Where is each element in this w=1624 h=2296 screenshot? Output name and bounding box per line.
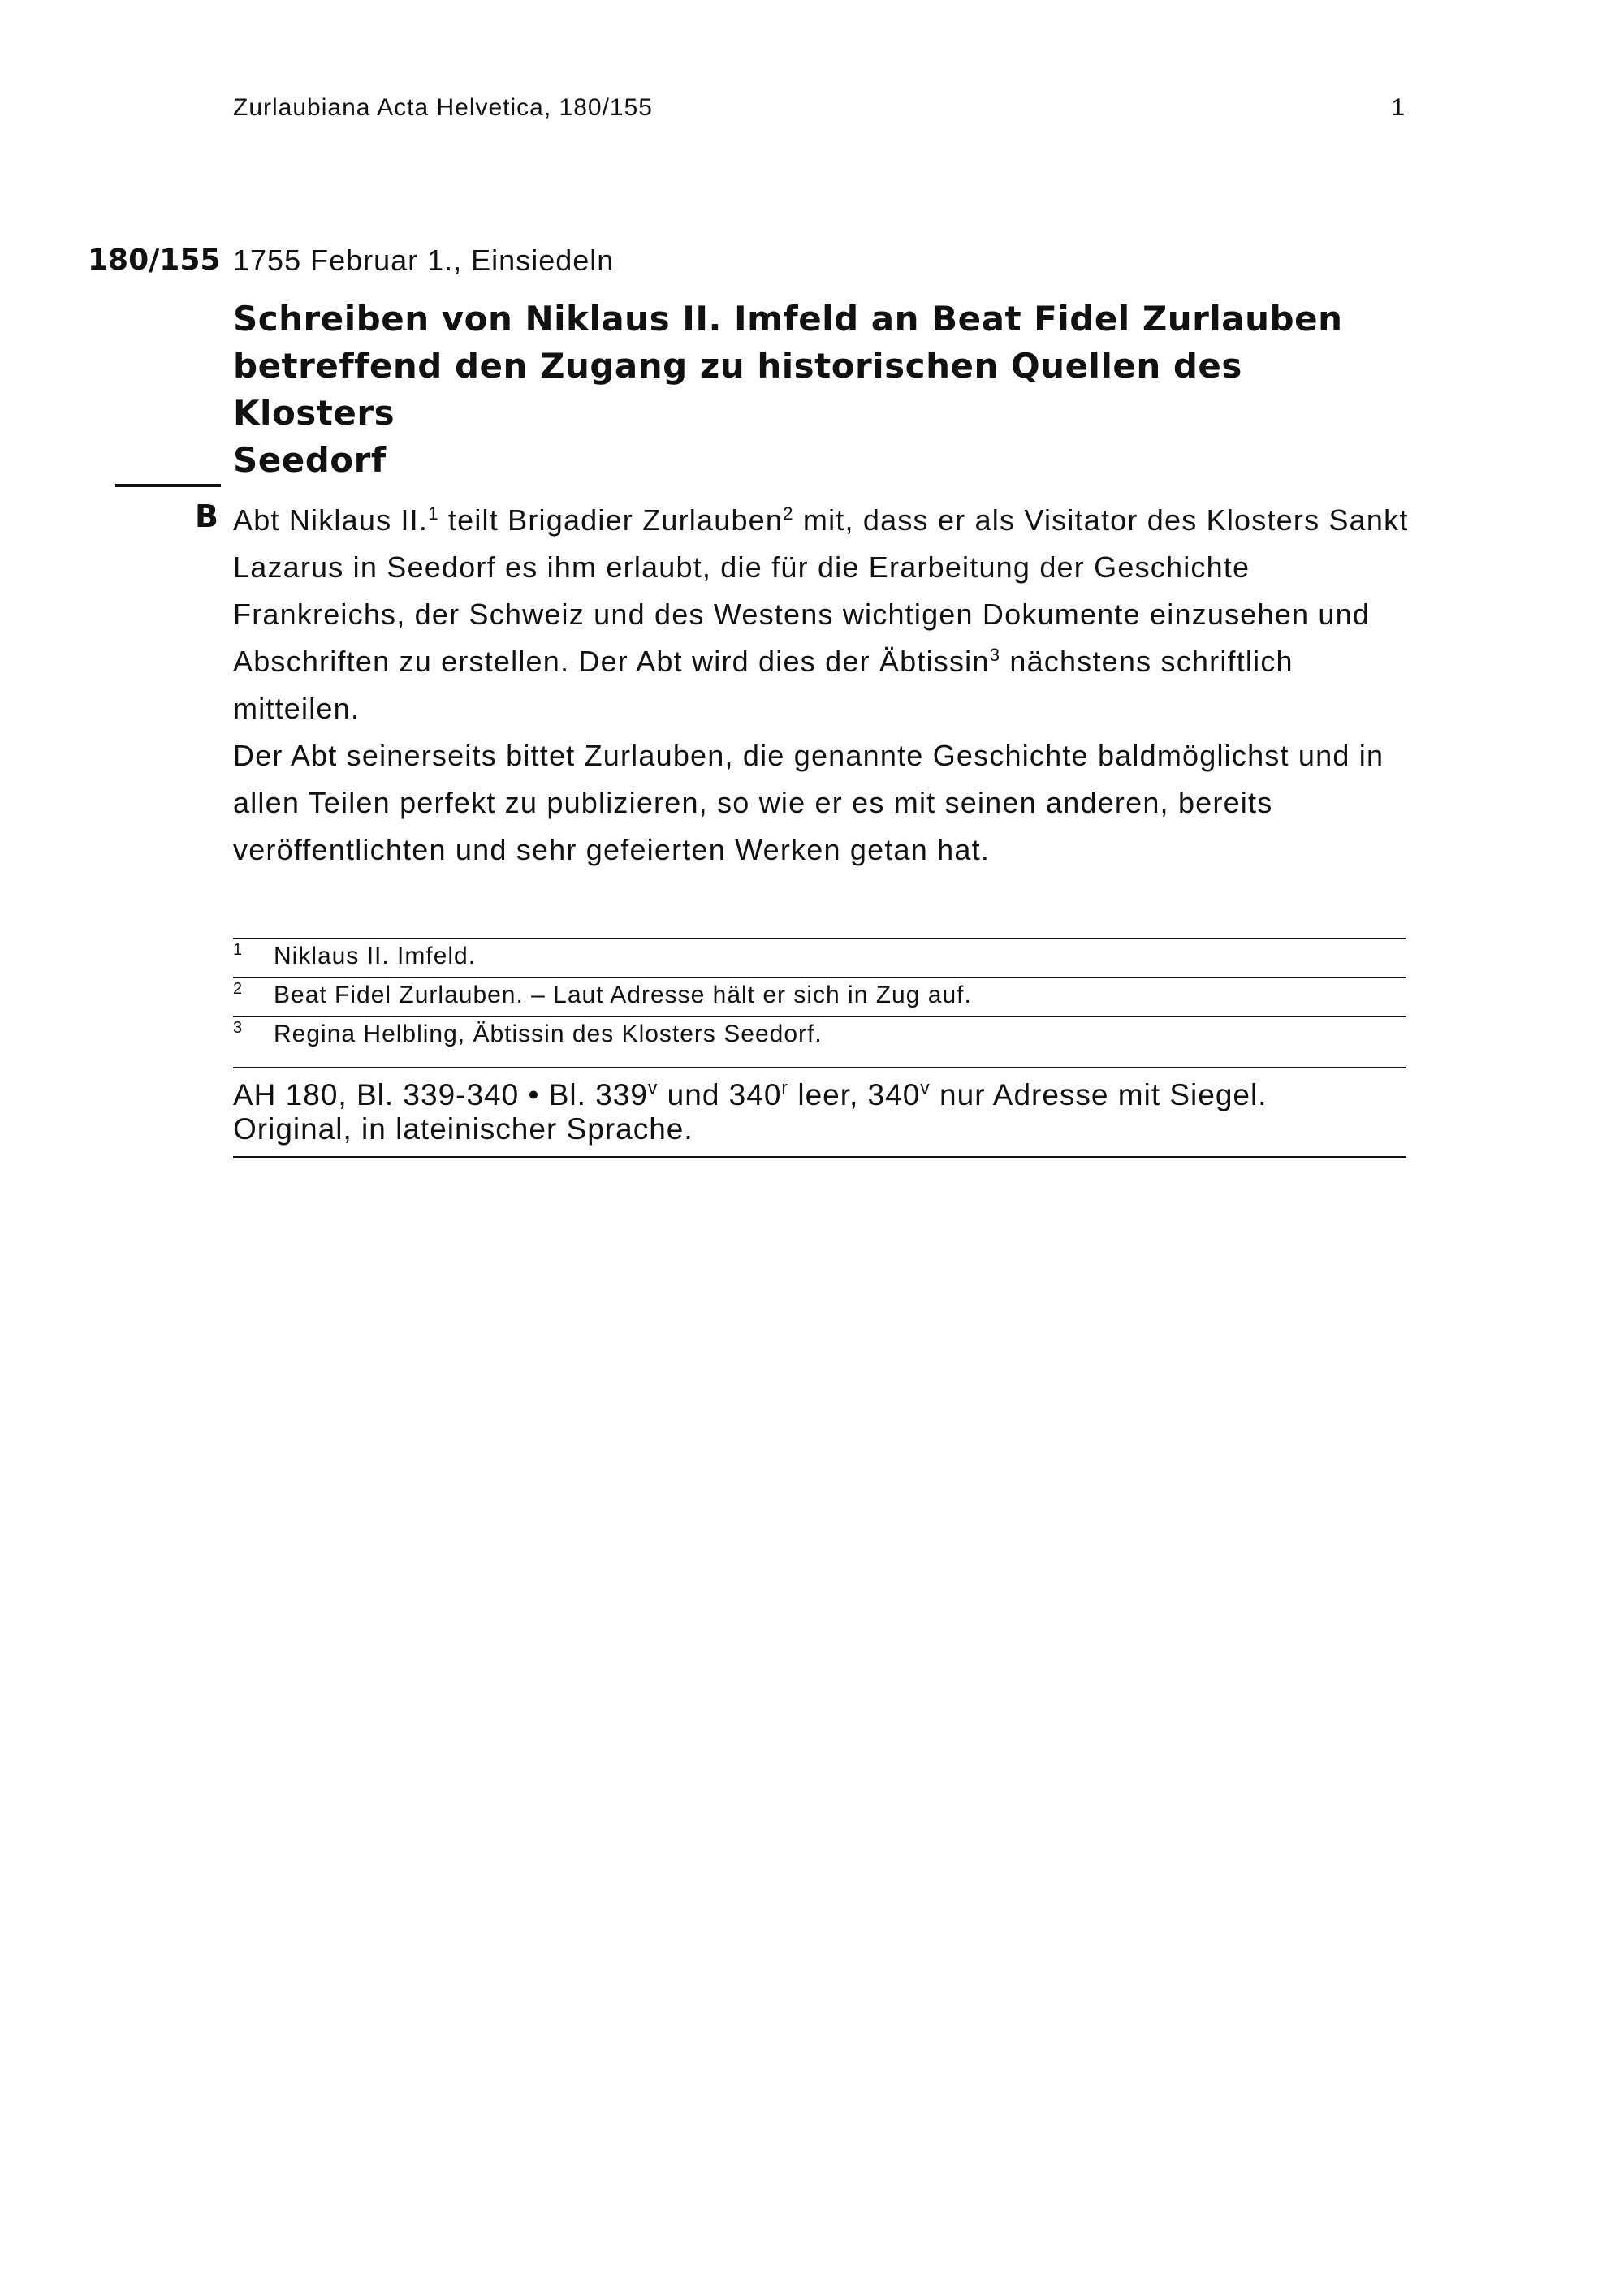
- source-text-run: AH 180, Bl. 339-340 • Bl. 339: [233, 1078, 648, 1111]
- title-line: Schreiben von Niklaus II. Imfeld an Beat Fidel Zurlauben: [233, 299, 1343, 339]
- footnote-text: Beat Fidel Zurlauben. – Laut Adresse hält er sich in Zug auf.: [274, 982, 972, 1008]
- title-line: Seedorf: [233, 440, 387, 480]
- summary-text: [233, 497, 1419, 874]
- summary-paragraph-1: [233, 497, 1419, 732]
- summary-paragraph-2: Der Abt seinerseits bittet Zurlauben, die genannte Geschichte baldmöglichst und in allen Teilen perfekt zu publizieren, so wie er es mit seinen anderen, bereits veröffentlichten und sehr gefeierten Werken getan hat.: [233, 739, 1384, 866]
- folio-recto-mark: r: [781, 1077, 789, 1098]
- footnote-number: 3: [233, 1019, 244, 1037]
- section-rule: [115, 484, 221, 487]
- footnote: [233, 1016, 1406, 1055]
- footnotes: [233, 938, 1406, 1055]
- date-place: 1755 Februar 1., Einsiedeln: [233, 244, 615, 277]
- footnote-ref-2: 2: [783, 503, 794, 524]
- footnote: [233, 977, 1406, 1016]
- source-text-run: leer, 340: [788, 1078, 921, 1111]
- summary-text-run: Abt Niklaus II.: [233, 503, 429, 537]
- document-title: [233, 296, 1410, 484]
- source-line-1: [233, 1078, 1406, 1112]
- footnote: [233, 938, 1406, 977]
- running-header: Zurlaubiana Acta Helvetica, 180/155: [233, 94, 653, 121]
- section-marker: B: [195, 498, 218, 534]
- summary-text-run: mit, dass er als Visitator des Klosters Sankt Lazarus in Seedorf es ihm erlaubt, die für die Erarbeitung der Geschichte Frankreichs, der Schweiz und des Westens wichtigen Dokumente einzusehen und Abschriften zu erstellen. Der Abt wird dies der Äbtissin: [233, 503, 1409, 678]
- footnote-ref-3: 3: [989, 645, 1001, 665]
- footnote-ref-1: 1: [428, 503, 439, 524]
- page-number: 1: [1391, 94, 1405, 121]
- footnote-text: Regina Helbling, Äbtissin des Klosters Seedorf.: [274, 1021, 823, 1047]
- folio-verso-mark: v: [647, 1077, 659, 1098]
- footnote-number: 1: [233, 941, 244, 959]
- source-text-run: nur Adresse mit Siegel.: [930, 1078, 1268, 1111]
- footnote-number: 2: [233, 980, 244, 998]
- source-line-2: Original, in lateinischer Sprache.: [233, 1112, 693, 1146]
- document-number: 180/155: [88, 244, 221, 277]
- footnote-text: Niklaus II. Imfeld.: [274, 943, 477, 969]
- source-text-run: und 340: [658, 1078, 782, 1111]
- title-line: betreffend den Zugang zu historischen Quellen des Klosters: [233, 346, 1242, 433]
- summary-text-run: teilt Brigadier Zurlauben: [438, 503, 784, 537]
- summary-text-run: nächstens schriftlich mitteilen.: [233, 645, 1294, 725]
- folio-verso-mark: v: [920, 1077, 931, 1098]
- source-note: [233, 1067, 1406, 1158]
